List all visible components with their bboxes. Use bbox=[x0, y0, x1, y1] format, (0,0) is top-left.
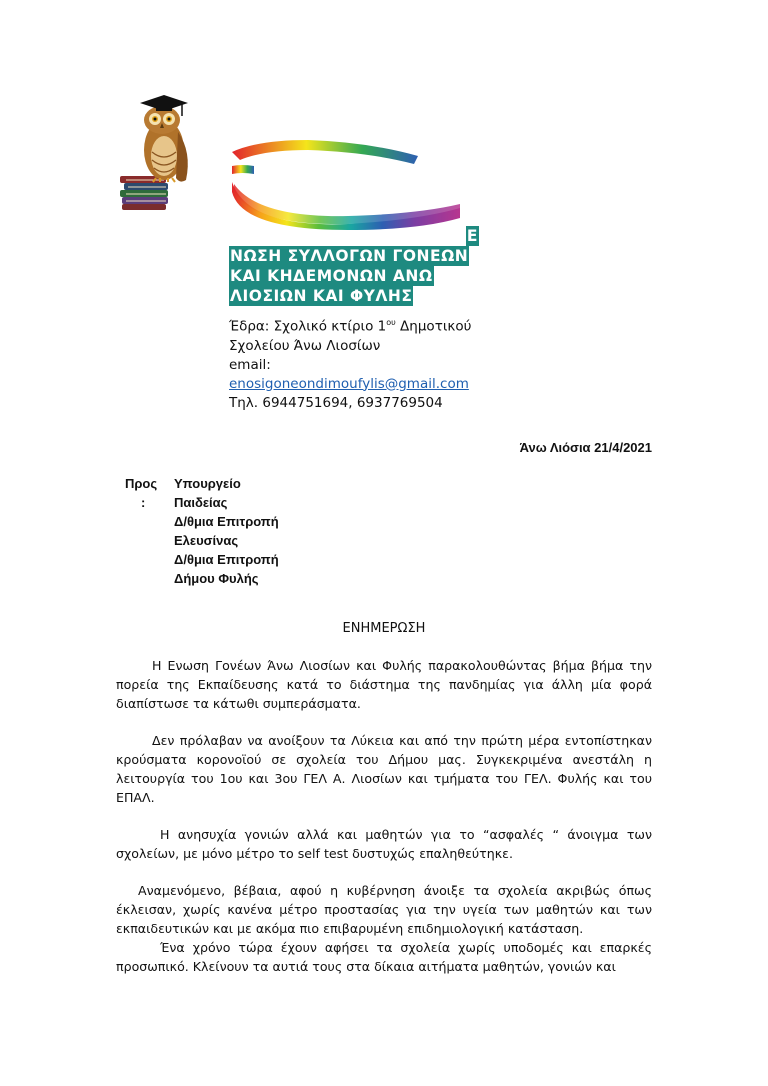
recipient-line: Ελευσίνας bbox=[174, 533, 239, 548]
association-name bbox=[229, 226, 479, 306]
rainbow-arc-logo bbox=[228, 138, 480, 230]
owl-on-books-icon bbox=[112, 92, 198, 216]
recipient-line: Δ/θμια Επιτροπή bbox=[174, 514, 279, 529]
paragraph-5: Ένα χρόνο τώρα έχουν αφήσει τα σχολεία χωρίς υποδομές και επαρκές προσωπικό. Κλείνουν τα αυτιά τους στα δίκαια αιτήματα μαθητών, γονιών και bbox=[116, 940, 652, 974]
association-name-line4: ΛΙΟΣΙΩΝ ΚΑΙ ΦΥΛΗΣ bbox=[230, 287, 413, 305]
recipient-line: Παιδείας bbox=[174, 495, 228, 510]
email-link[interactable]: enosigoneondimoufylis@gmail.com bbox=[229, 375, 469, 392]
recipient-line: Υπουργείο bbox=[174, 476, 241, 491]
paragraph-4: Αναμενόμενο, βέβαια, αφού η κυβέρνηση άνοιξε τα σχολεία ακριβώς όπως έκλεισαν, χωρίς κανένα μέτρο προστασίας για την υγεία των μαθητών και των εκπαιδευτικών και με ακόμα πιο επιβαρυμένη επιδημιολογική κατάσταση. bbox=[116, 883, 652, 936]
association-name-line1: Ε bbox=[466, 227, 478, 245]
recipient-line: Δήμου Φυλής bbox=[174, 571, 259, 586]
date-line: Άνω Λιόσια 21/4/2021 bbox=[519, 440, 652, 455]
paragraph-1: Η Ενωση Γονέων Άνω Λιοσίων και Φυλής παρακολουθώντας βήμα βήμα την πορεία της Εκπαίδευσης κατά το διάστημα της πανδημίας για άλλη μία φορά διαπίστωσε τα κάτωθι συμπεράσματα. bbox=[116, 658, 652, 711]
recipients-list bbox=[174, 474, 334, 588]
association-name-line3: ΚΑΙ ΚΗΔΕΜΟΝΩΝ ΑΝΩ bbox=[230, 267, 433, 285]
paragraph-3: Η ανησυχία γονιών αλλά και μαθητών για το “ασφαλές “ άνοιγμα των σχολείων, με μόνο μέτρο το self test δυστυχώς επαληθεύτηκε. bbox=[116, 827, 652, 861]
recipient-line: Δ/θμια Επιτροπή bbox=[174, 552, 279, 567]
paragraph-2: Δεν πρόλαβαν να ανοίξουν τα Λύκεια και από την πρώτη μέρα εντοπίστηκαν κρούσματα κορονοϊού σε σχολεία του Δήμου μας. Συγκεκριμένα ανεστάλη η λειτουργία του 1ου και 3ου ΓΕΛ Α. Λιοσίων και τμήματα του ΓΕΛ. Φυλής και του ΕΠΑΛ. bbox=[116, 733, 652, 805]
phone-line: Τηλ. 6944751694, 6937769504 bbox=[229, 394, 443, 411]
association-name-line2: ΝΩΣΗ ΣΥΛΛΟΓΩΝ ΓΟΝΕΩΝ bbox=[230, 247, 469, 265]
recipients-label: Προς : bbox=[125, 476, 158, 510]
subject-heading: ΕΝΗΜΕΡΩΣΗ bbox=[342, 621, 426, 636]
seat-line-2: Σχολείου Άνω Λιοσίων bbox=[229, 337, 381, 354]
contact-block bbox=[229, 313, 529, 413]
email-label: email: bbox=[229, 356, 271, 373]
seat-line: Έδρα: Σχολικό κτίριο $1^{o\upsilon}$ Δημοτικού bbox=[229, 318, 472, 335]
